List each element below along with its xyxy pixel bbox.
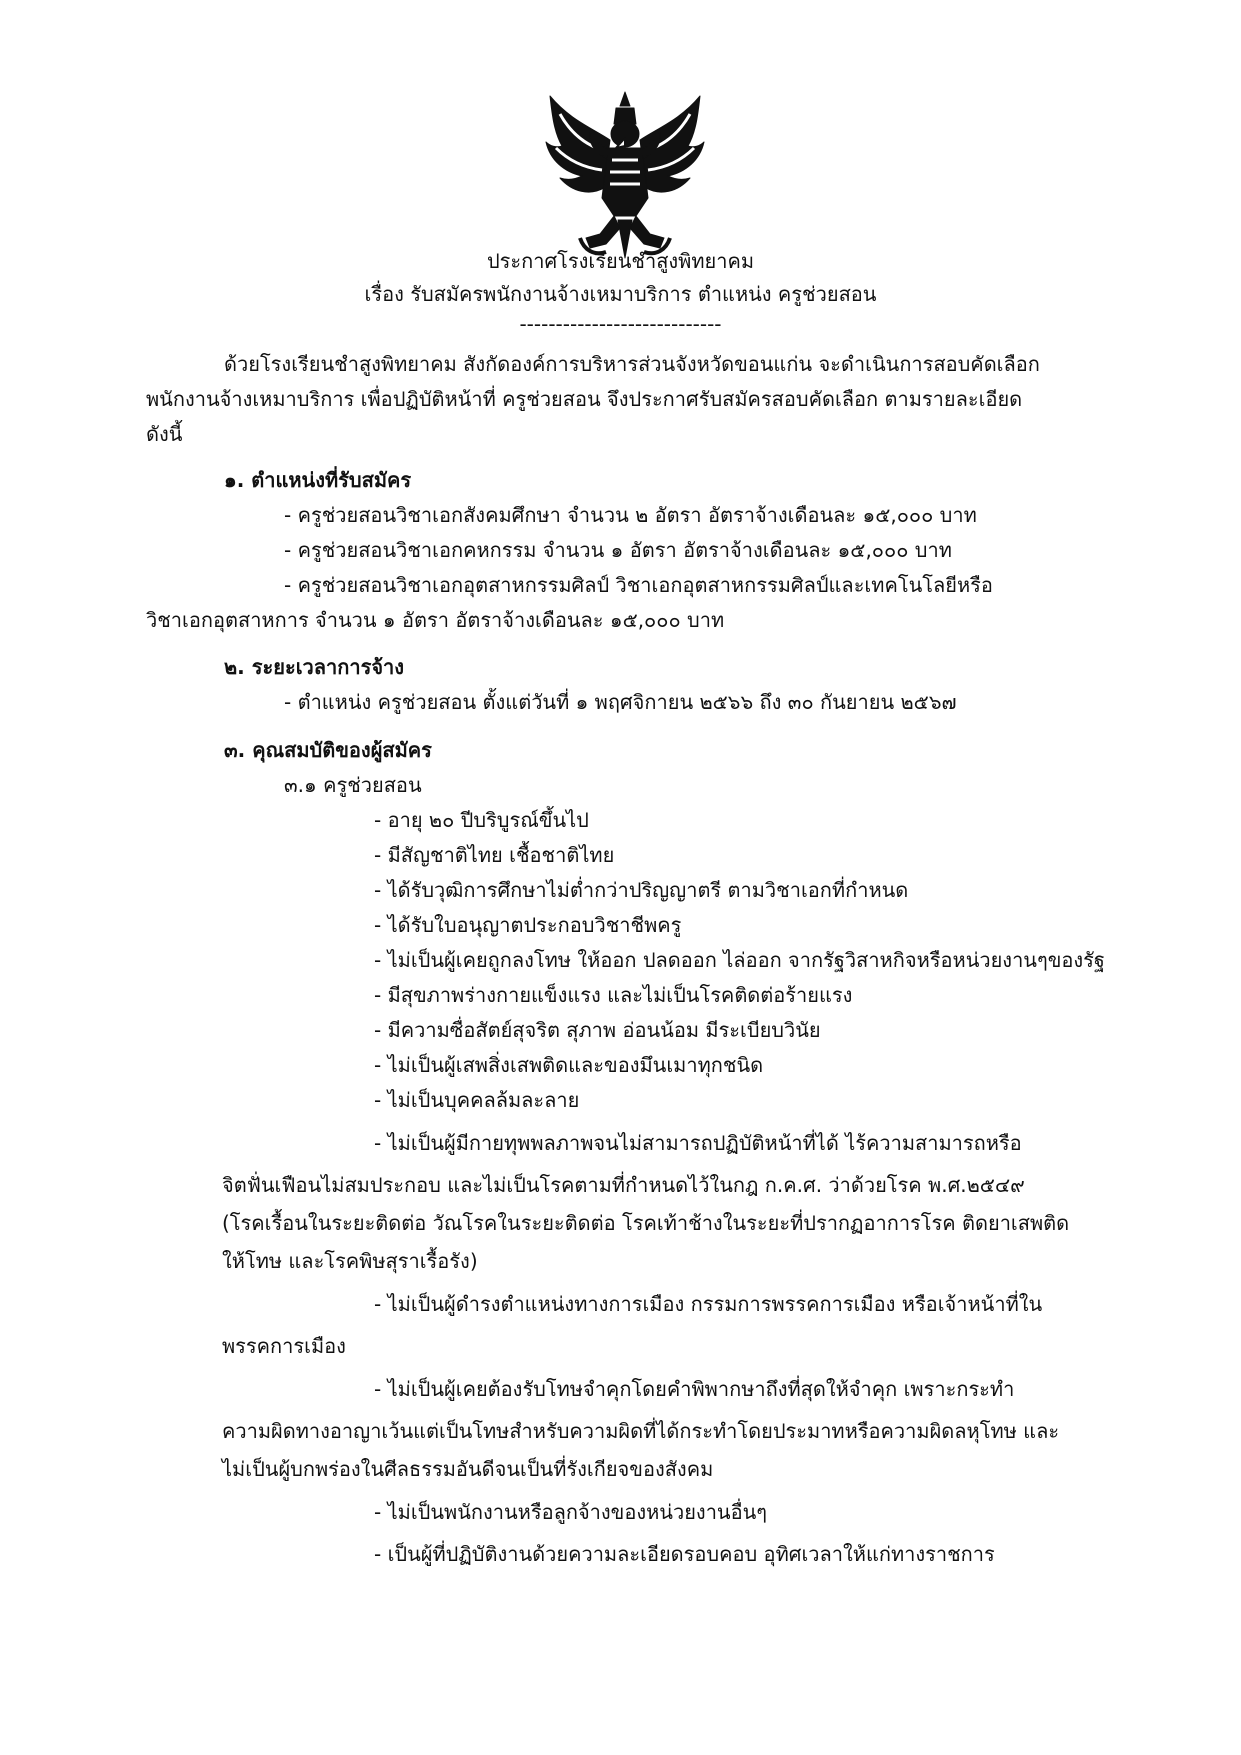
qualification-subheading: ๓.๑ ครูช่วยสอน bbox=[284, 773, 422, 797]
qualification-item: - ได้รับใบอนุญาตประกอบวิชาชีพครู bbox=[374, 913, 682, 937]
duration-item: - ตำแหน่ง ครูช่วยสอน ตั้งแต่วันที่ ๑ พฤศจิกายน ๒๕๖๖ ถึง ๓๐ กันยายน ๒๕๖๗ bbox=[284, 690, 957, 714]
position-item-continued: วิชาเอกอุตสาหการ จำนวน ๑ อัตรา อัตราจ้างเดือนละ ๑๕,๐๐๐ บาท bbox=[146, 608, 725, 632]
qualification-item: - อายุ ๒๐ ปีบริบูรณ์ขึ้นไป bbox=[374, 808, 589, 832]
intro-line: ด้วยโรงเรียนชำสูงพิทยาคม สังกัดองค์การบริหารส่วนจังหวัดขอนแก่น จะดำเนินการสอบคัดเลือก bbox=[224, 352, 1040, 376]
position-item: - ครูช่วยสอนวิชาเอกอุตสาหกรรมศิลป์ วิชาเอกอุตสาหกรรมศิลป์และเทคโนโลยีหรือ bbox=[284, 573, 993, 597]
qualification-item: - ไม่เป็นพนักงานหรือลูกจ้างของหน่วยงานอื่นๆ bbox=[374, 1500, 768, 1524]
qualification-item-continued: ความผิดทางอาญาเว้นแต่เป็นโทษสำหรับความผิดที่ได้กระทำโดยประมาทหรือความผิดลหุโทษ และ bbox=[222, 1419, 1060, 1443]
qualification-item: - ไม่เป็นผู้ดำรงตำแหน่งทางการเมือง กรรมการพรรคการเมือง หรือเจ้าหน้าที่ใน bbox=[374, 1292, 1043, 1316]
qualification-item: - มีสุขภาพร่างกายแข็งแรง และไม่เป็นโรคติดต่อร้ายแรง bbox=[374, 983, 853, 1007]
qualification-item: - มีสัญชาติไทย เชื้อชาติไทย bbox=[374, 843, 615, 867]
title-divider: ---------------------------- bbox=[519, 312, 722, 336]
section-heading-positions: ๑. ตำแหน่งที่รับสมัคร bbox=[224, 468, 412, 492]
qualification-item: - มีความซื่อสัตย์สุจริต สุภาพ อ่อนน้อม มีระเบียบวินัย bbox=[374, 1018, 821, 1042]
position-item: - ครูช่วยสอนวิชาเอกคหกรรม จำนวน ๑ อัตรา อัตราจ้างเดือนละ ๑๕,๐๐๐ บาท bbox=[284, 538, 952, 562]
announcement-subject: เรื่อง รับสมัครพนักงานจ้างเหมาบริการ ตำแหน่ง ครูช่วยสอน bbox=[364, 282, 877, 306]
qualification-item-continued: พรรคการเมือง bbox=[222, 1334, 346, 1358]
intro-line: ดังนี้ bbox=[146, 422, 183, 446]
qualification-item: - ไม่เป็นผู้เสพสิ่งเสพติดและของมึนเมาทุกชนิด bbox=[374, 1053, 764, 1077]
qualification-item-continued: จิตฟั่นเฟือนไม่สมประกอบ และไม่เป็นโรคตามที่กำหนดไว้ในกฎ ก.ค.ศ. ว่าด้วยโรค พ.ศ.๒๕๔๙ bbox=[222, 1173, 1025, 1197]
qualification-item-continued: (โรคเรื้อนในระยะติดต่อ วัณโรคในระยะติดต่อ โรคเท้าช้างในระยะที่ปรากฏอาการโรค ติดยาเสพติด bbox=[222, 1211, 1070, 1235]
qualification-item-continued: ให้โทษ และโรคพิษสุราเรื้อรัง) bbox=[222, 1249, 478, 1273]
section-heading-qualifications: ๓. คุณสมบัติของผู้สมัคร bbox=[224, 738, 432, 762]
garuda-emblem-icon bbox=[540, 88, 710, 266]
qualification-item: - ไม่เป็นผู้เคยถูกลงโทษ ให้ออก ปลดออก ไล่ออก จากรัฐวิสาหกิจหรือหน่วยงานๆของรัฐ bbox=[374, 948, 1105, 972]
qualification-item-continued: ไม่เป็นผู้บกพร่องในศีลธรรมอันดีจนเป็นที่รังเกียจของสังคม bbox=[222, 1457, 714, 1481]
qualification-item: - ไม่เป็นผู้เคยต้องรับโทษจำคุกโดยคำพิพากษาถึงที่สุดให้จำคุก เพราะกระทำ bbox=[374, 1377, 1015, 1401]
qualification-item: - ได้รับวุฒิการศึกษาไม่ต่ำกว่าปริญญาตรี ตามวิชาเอกที่กำหนด bbox=[374, 878, 909, 902]
position-item: - ครูช่วยสอนวิชาเอกสังคมศึกษา จำนวน ๒ อัตรา อัตราจ้างเดือนละ ๑๕,๐๐๐ บาท bbox=[284, 503, 977, 527]
qualification-item: - ไม่เป็นผู้มีกายทุพพลภาพจนไม่สามารถปฏิบัติหน้าที่ได้ ไร้ความสามารถหรือ bbox=[374, 1131, 1022, 1155]
section-heading-duration: ๒. ระยะเวลาการจ้าง bbox=[224, 655, 405, 679]
qualification-item: - เป็นผู้ที่ปฏิบัติงานด้วยความละเอียดรอบคอบ อุทิศเวลาให้แก่ทางราชการ bbox=[374, 1542, 995, 1566]
qualification-item: - ไม่เป็นบุคคลล้มละลาย bbox=[374, 1088, 580, 1112]
announcement-title: ประกาศโรงเรียนชำสูงพิทยาคม bbox=[486, 249, 755, 273]
intro-line: พนักงานจ้างเหมาบริการ เพื่อปฏิบัติหน้าที่ ครูช่วยสอน จึงประกาศรับสมัครสอบคัดเลือก ตามรายละเอียด bbox=[146, 387, 1023, 411]
